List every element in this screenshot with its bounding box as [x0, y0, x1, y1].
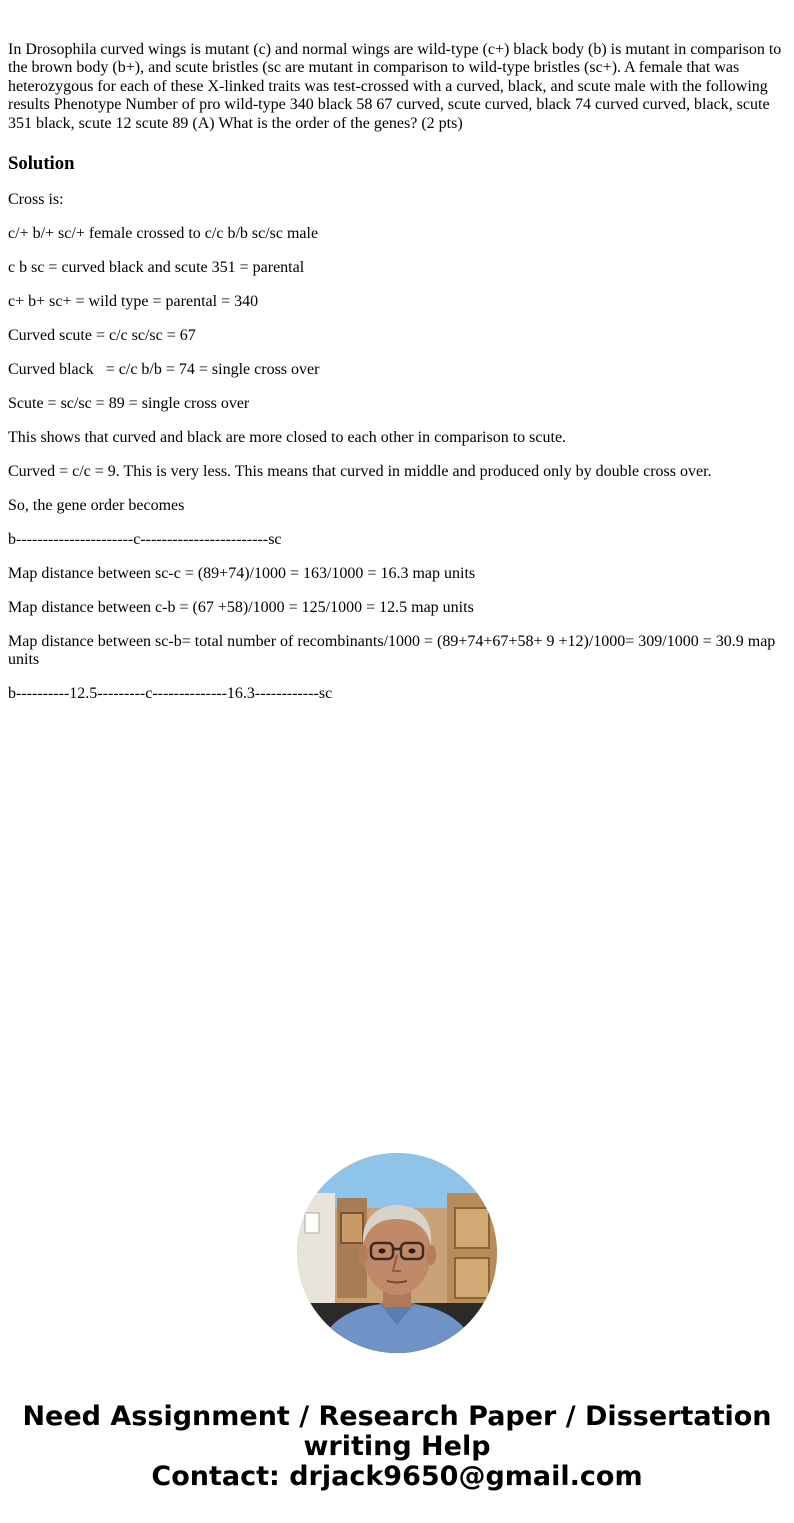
footer-line-1: Need Assignment / Research Paper / Dissertation: [22, 1401, 772, 1432]
avatar-portrait-image: [297, 1153, 497, 1353]
contact-footer: [0, 1402, 794, 1492]
avatar: [297, 1153, 497, 1353]
footer-line-3: Contact: drjack9650@gmail.com: [151, 1461, 643, 1492]
solution-line: Cross is:: [8, 191, 64, 209]
document-body: [8, 41, 786, 719]
solution-line: c b sc = curved black and scute 351 = parental: [8, 259, 305, 277]
solution-line: Map distance between sc-b= total number of recombinants/1000 = (89+74+67+58+ 9 +12)/1000= 309/1000 = 30.9 map units: [8, 633, 780, 669]
solution-line: Scute = sc/sc = 89 = single cross over: [8, 395, 250, 413]
solution-line: This shows that curved and black are more closed to each other in comparison to scute.: [8, 429, 567, 447]
solution-line: Map distance between c-b = (67 +58)/1000 = 125/1000 = 12.5 map units: [8, 599, 474, 617]
solution-line: So, the gene order becomes: [8, 497, 185, 515]
solution-line: c/+ b/+ sc/+ female crossed to c/c b/b sc/sc male: [8, 225, 319, 243]
solution-line: Map distance between sc-c = (89+74)/1000 = 163/1000 = 16.3 map units: [8, 565, 476, 583]
solution-line: Curved = c/c = 9. This is very less. This means that curved in middle and produced only by double cross over.: [8, 463, 712, 481]
solution-line: c+ b+ sc+ = wild type = parental = 340: [8, 293, 259, 311]
footer-line-2: writing Help: [303, 1431, 491, 1462]
solution-line: Curved scute = c/c sc/sc = 67: [8, 327, 196, 345]
gene-map-line: b----------12.5---------c--------------16.3------------sc: [8, 685, 333, 703]
solution-line: Curved black = c/c b/b = 74 = single cross over: [8, 361, 320, 379]
gene-order-line: b----------------------c------------------------sc: [8, 531, 282, 549]
solution-heading: Solution: [8, 153, 75, 175]
question-text: In Drosophila curved wings is mutant (c) and normal wings are wild-type (c+) black body (b) is mutant in comparison to the brown body (b+), and scute bristles (sc are mutant in comparison to wild-type bristles (sc+). A female that was heterozygous for each of these X-linked traits was test-crossed with a curved, black, and scute male with the following results Phenotype Number of pro wild-type 340 black 58 67 curved, scute curved, black 74 curved curved, black, scute 351 black, scute 12 scute 89 (A) What is the order of the genes? (2 pts): [8, 41, 782, 132]
solution-body: [8, 191, 786, 704]
